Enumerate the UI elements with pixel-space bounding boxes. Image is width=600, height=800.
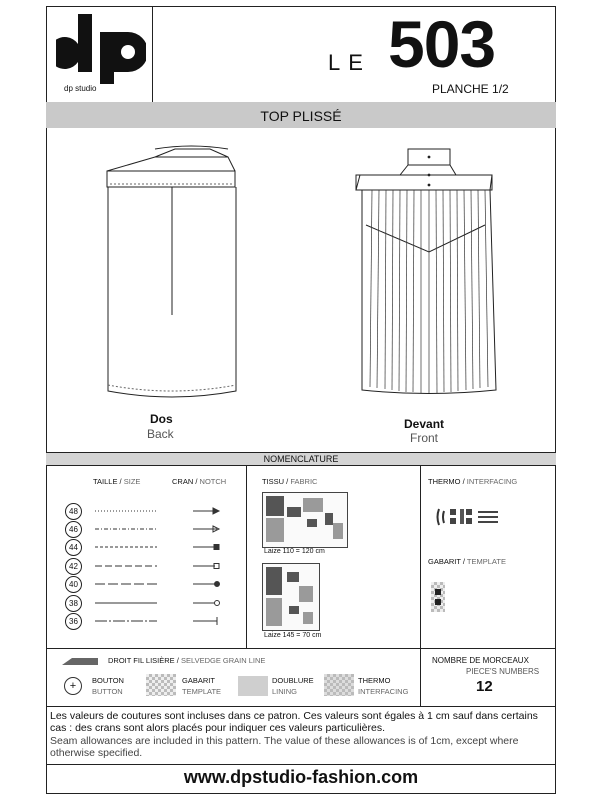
size-badge: 46 bbox=[65, 521, 82, 538]
nomenclature-bottom-rule bbox=[46, 648, 556, 649]
grain-line-en: SELVEDGE GRAIN LINE bbox=[180, 656, 266, 665]
nomenclature-bar bbox=[46, 452, 556, 466]
size-header-fr: TAILLE bbox=[93, 477, 118, 486]
nomenclature-title: NOMENCLATURE bbox=[263, 454, 339, 464]
grain-line-fr: DROIT FIL LISIÈRE bbox=[108, 656, 175, 665]
lining-label-en: LINING bbox=[272, 687, 298, 696]
legend-divider bbox=[420, 648, 421, 706]
template-swatch-icon bbox=[146, 674, 176, 696]
dp-logo-icon bbox=[56, 14, 146, 94]
legend-bottom-rule bbox=[46, 706, 556, 707]
size-badge: 38 bbox=[65, 595, 82, 612]
fabric-header-fr: TISSU bbox=[262, 477, 285, 486]
footer-rule bbox=[46, 764, 556, 765]
piece-count-title: NOMBRE DE MORCEAUX bbox=[432, 656, 529, 665]
piece-count: 12 bbox=[476, 678, 493, 695]
size-badge: 36 bbox=[65, 613, 82, 630]
seam-note-en: Seam allowances are included in this pattern. The value of these allowances is of 1cm, except where otherwise specified. bbox=[50, 735, 519, 759]
front-view-drawing bbox=[356, 149, 496, 394]
button-icon: + bbox=[64, 677, 82, 695]
template-label-en: TEMPLATE bbox=[182, 687, 222, 696]
nomenclature-divider-2 bbox=[420, 466, 421, 648]
button-label-fr: BOUTON bbox=[92, 676, 124, 685]
pattern-prefix: LE bbox=[328, 50, 371, 75]
seam-note-fr: Les valeurs de coutures sont incluses dans ce patron. Ces valeurs sont égales à 1 cm sauf dans certains cas : des crans sont alors placés pour indiquer ces valeurs particulières. bbox=[50, 710, 538, 734]
page-title: TOP PLISSÉ bbox=[260, 108, 342, 124]
template-label-fr: GABARIT bbox=[182, 676, 215, 685]
back-label-fr: Dos bbox=[150, 412, 173, 426]
interfacing-header-fr: THERMO bbox=[428, 477, 461, 486]
fabric-layout-1 bbox=[262, 492, 348, 548]
back-label-en: Back bbox=[147, 427, 174, 441]
size-header: TAILLE / SIZE bbox=[93, 477, 141, 486]
logo-text: dp studio bbox=[64, 84, 97, 93]
grain-line-icon bbox=[62, 656, 98, 666]
lining-swatch-icon bbox=[238, 676, 268, 696]
interfacing-swatch-icon bbox=[324, 674, 354, 696]
front-label-fr: Devant bbox=[404, 417, 445, 431]
header-divider bbox=[152, 6, 153, 102]
template-header-en: TEMPLATE bbox=[466, 557, 506, 566]
template-header-fr: GABARIT bbox=[428, 557, 461, 566]
fabric-header: TISSU / FABRIC bbox=[262, 477, 318, 486]
size-header-en: SIZE bbox=[123, 477, 141, 486]
front-label-en: Front bbox=[410, 431, 439, 445]
interfacing-header: THERMO / INTERFACING bbox=[428, 477, 518, 486]
lining-label-fr: DOUBLURE bbox=[272, 676, 314, 685]
nomenclature-divider-1 bbox=[246, 466, 247, 648]
interfacing-label-fr: THERMO bbox=[358, 676, 391, 685]
logo bbox=[56, 14, 146, 94]
website-link[interactable]: www.dpstudio-fashion.com bbox=[183, 767, 419, 787]
fabric-layout-2 bbox=[262, 563, 320, 631]
size-badge: 48 bbox=[65, 503, 82, 520]
template-piece-icon bbox=[431, 582, 445, 612]
notch-header: CRAN / NOTCH bbox=[172, 477, 227, 486]
pattern-number: 503 bbox=[388, 7, 496, 81]
laize-1: Laize 110 = 120 cm bbox=[264, 548, 325, 555]
laize-2: Laize 145 = 70 cm bbox=[264, 632, 322, 639]
button-label-en: BUTTON bbox=[92, 687, 123, 696]
template-header: GABARIT / TEMPLATE bbox=[428, 557, 506, 566]
interfacing-header-en: INTERFACING bbox=[466, 477, 518, 486]
interfacing-label-en: INTERFACING bbox=[358, 687, 409, 696]
notch-header-en: NOTCH bbox=[199, 477, 227, 486]
interfacing-pieces-icon bbox=[436, 505, 516, 529]
planche-label: PLANCHE 1/2 bbox=[432, 82, 509, 96]
grain-line-label: DROIT FIL LISIÈRE / SELVEDGE GRAIN LINE bbox=[108, 656, 266, 665]
piece-count-subtitle: PIECE'S NUMBERS bbox=[466, 667, 540, 676]
size-badge: 42 bbox=[65, 558, 82, 575]
size-line-styles bbox=[95, 500, 225, 630]
back-view-drawing bbox=[107, 146, 236, 397]
garment-drawings bbox=[60, 135, 540, 440]
size-badge: 40 bbox=[65, 576, 82, 593]
title-bar bbox=[46, 102, 556, 128]
size-badge: 44 bbox=[65, 539, 82, 556]
fabric-header-en: FABRIC bbox=[290, 477, 318, 486]
notch-header-fr: CRAN bbox=[172, 477, 194, 486]
